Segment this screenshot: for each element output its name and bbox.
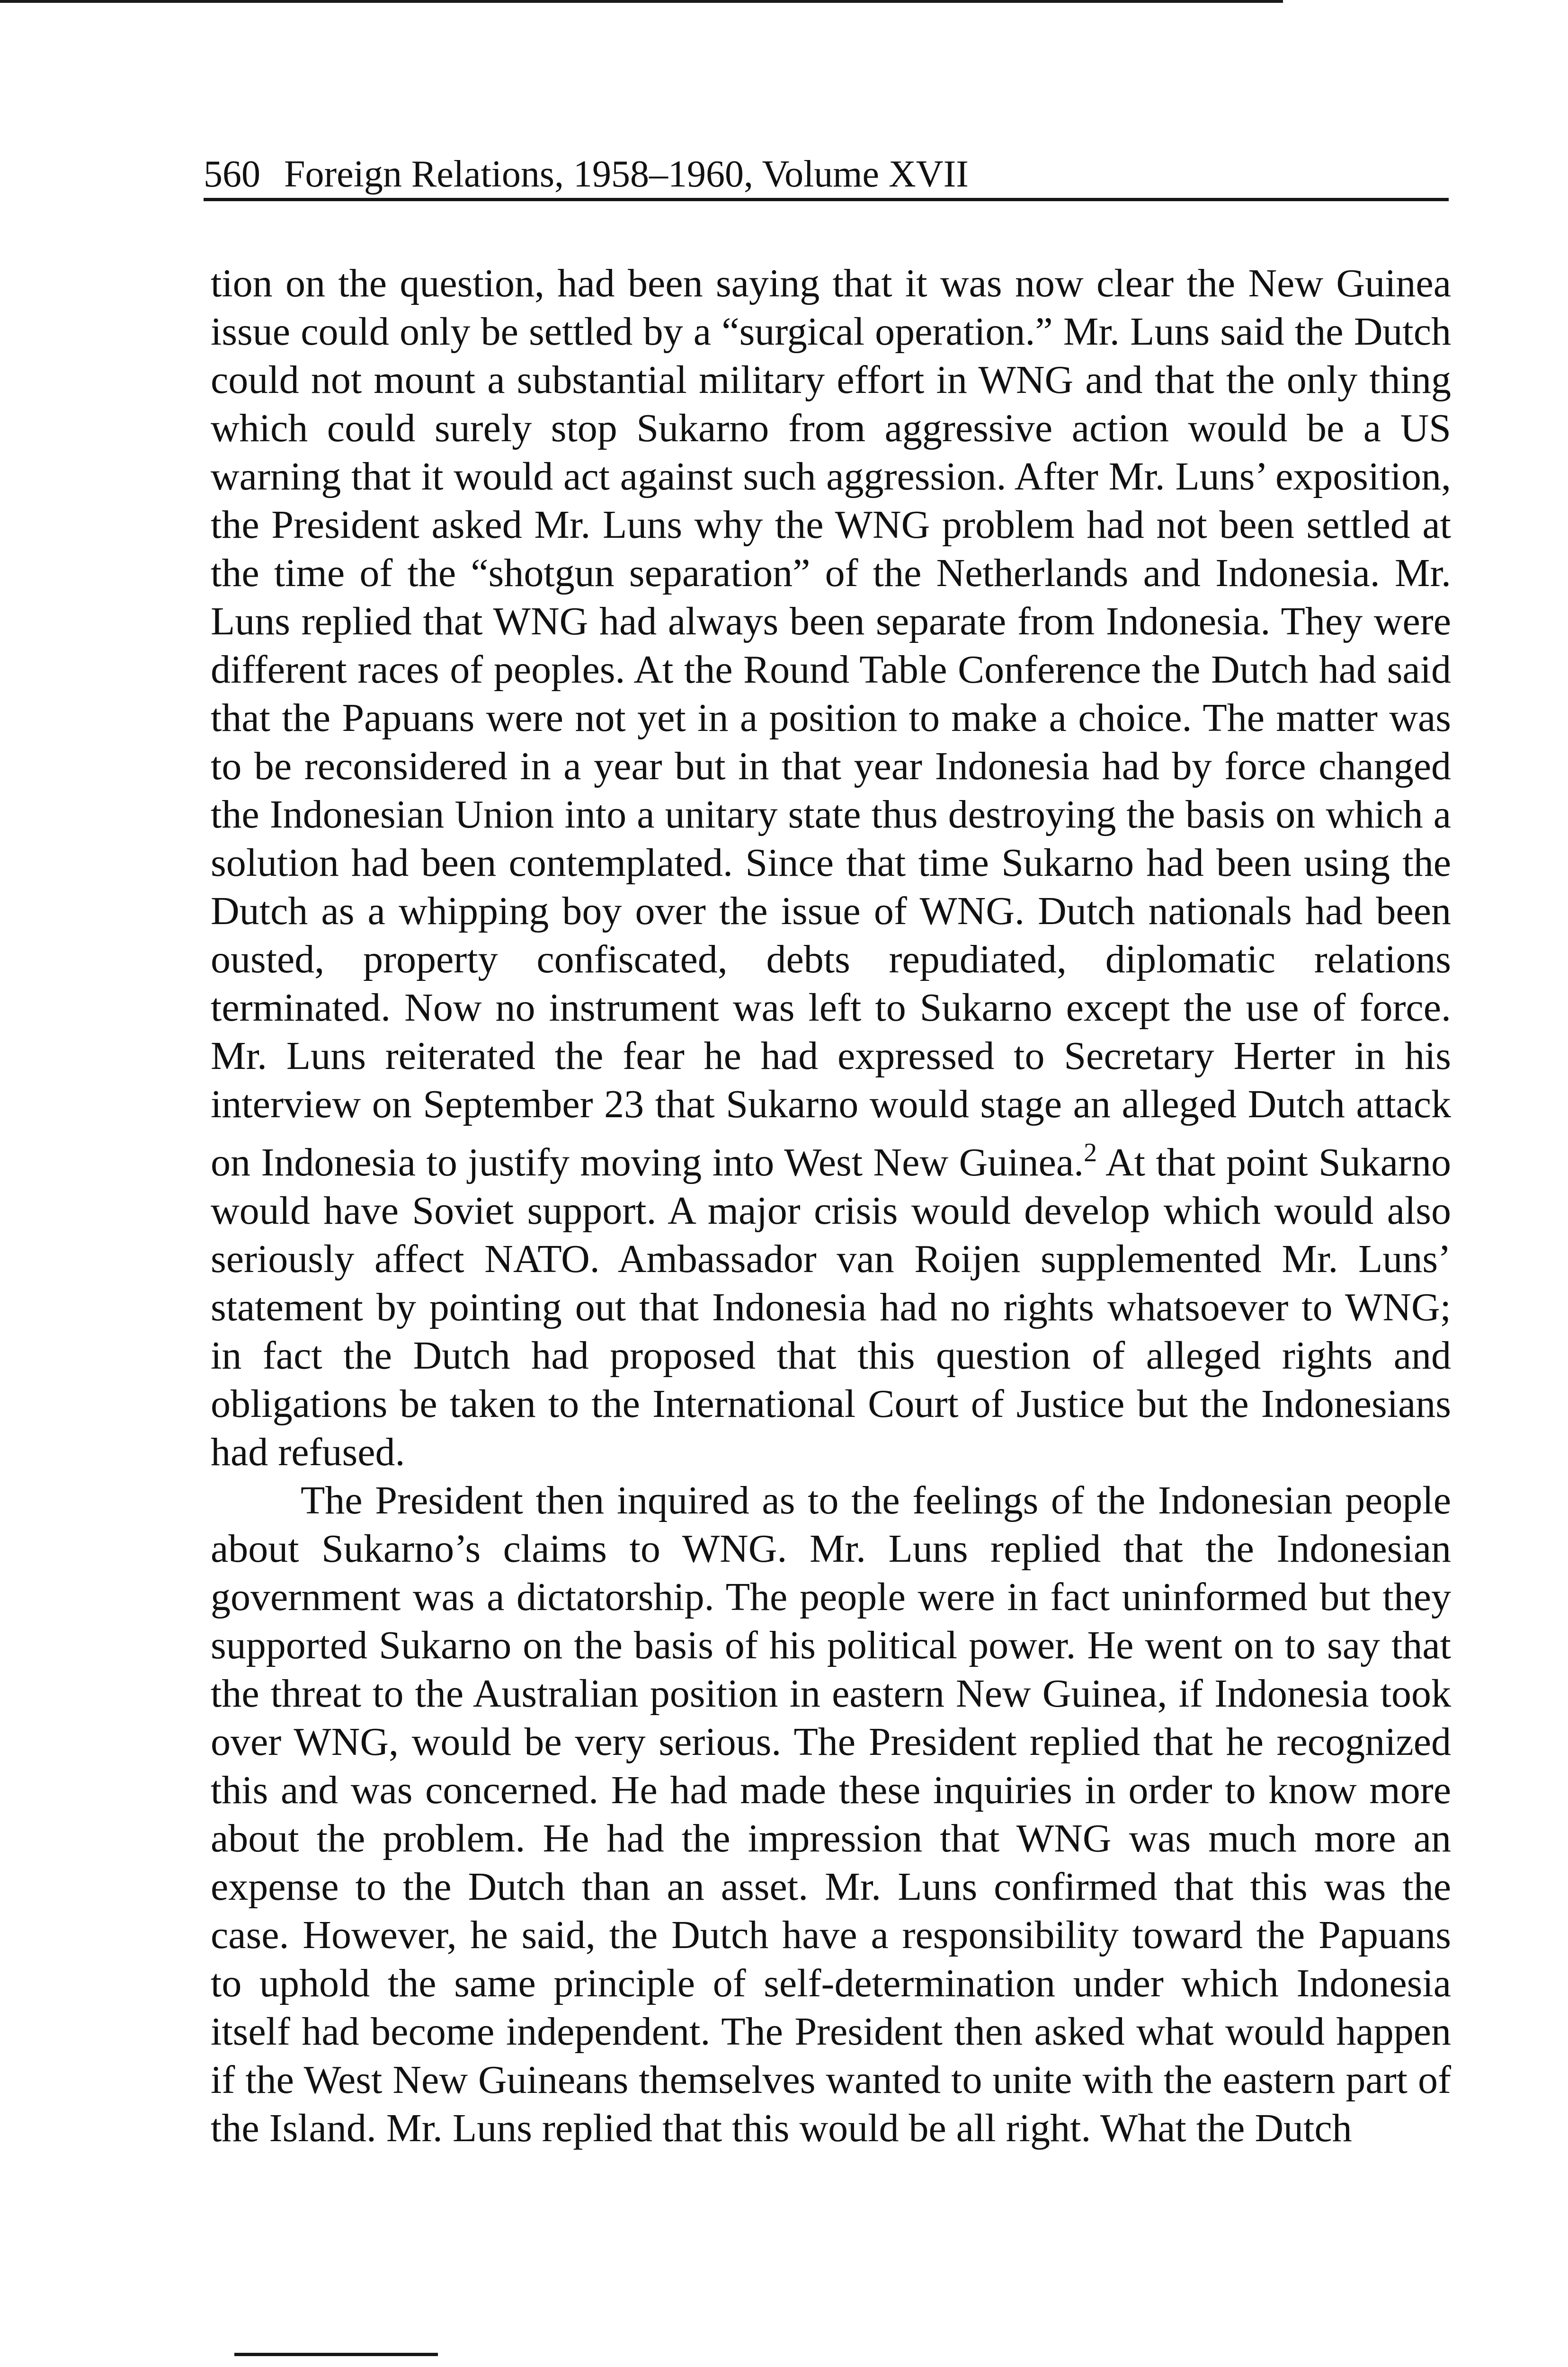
paragraph-1-text: tion on the question, had been saying that it was now clear the New Guinea issue could only be settled by a “surgical operation.” Mr. Luns said the Dutch could not mount a substantial military effort in WNG and that the only thing which could surely stop Sukarno from aggressive action would be a US warning that it would act against such aggression. After Mr. Luns’ exposition, the President asked Mr. Luns why the WNG problem had not been settled at the time of the “shotgun separation” of the Netherlands and Indonesia. Mr. Luns replied that WNG had always been separate from Indonesia. They were different races of peoples. At the Round Table Conference the Dutch had said that the Papuans were not yet in a position to make a choice. The matter was to be reconsidered in a year but in that year Indonesia had by force changed the Indonesian Union into a unitary state thus destroying the basis on which a solution had been contemplated. Since that time Sukarno had been using the Dutch as a whipping boy over the issue of WNG. Dutch nationals had been ousted, property confiscated, debts repudiated, diplomatic relations terminated. Now no instrument was left to Sukarno except the use of force. Mr. Luns reiterated the fear he had expressed to Secretary Herter in his interview on September 23 that Sukarno would stage an alleged Dutch attack on Indonesia to justify moving into West New Guinea.	[211, 261, 1451, 1184]
page-number: 560	[204, 153, 260, 195]
body-paragraph-2: The President then inquired as to the feelings of the Indonesian people about Sukarno’s claims to WNG. Mr. Luns replied that the Indonesian government was a dictatorship. The people were in fact uninformed but they supported Sukarno on the basis of his political power. He went on to say that the threat to the Australian position in eastern New Guinea, if Indonesia took over WNG, would be very serious. The President replied that he recognized this and was concerned. He had made these inquiries in order to know more about the problem. He had the impression that WNG was much more an expense to the Dutch than an asset. Mr. Luns confirmed that this was the case. However, he said, the Dutch have a responsibility toward the Papuans to uphold the same principle of self-determination under which Indonesia itself had become independent. The President then asked what would happen if the West New Guineans themselves wanted to unite with the eastern part of the Island. Mr. Luns replied that this would be all right. What the Dutch	[211, 1478, 1451, 2150]
running-head-title: Foreign Relations, 1958–1960, Volume XVII	[284, 153, 969, 195]
footnote-reference: 2	[1084, 1138, 1097, 1167]
body-paragraph-1	[211, 259, 1451, 1477]
body-text	[211, 259, 1451, 2153]
paragraph-1-continued-text: At that point Sukarno would have Soviet support. A major crisis would develop which would also seriously affect NATO. Ambassador van Roijen supplemented Mr. Luns’ statement by pointing out that Indonesia had no rights whatsoever to WNG; in fact the Dutch had proposed that this question of alleged rights and obligations be taken to the International Court of Justice but the Indonesians had refused.	[211, 1140, 1451, 1474]
running-head	[204, 151, 1449, 201]
scan-top-edge-rule	[0, 0, 1283, 3]
footnote-separator	[234, 2353, 438, 2356]
